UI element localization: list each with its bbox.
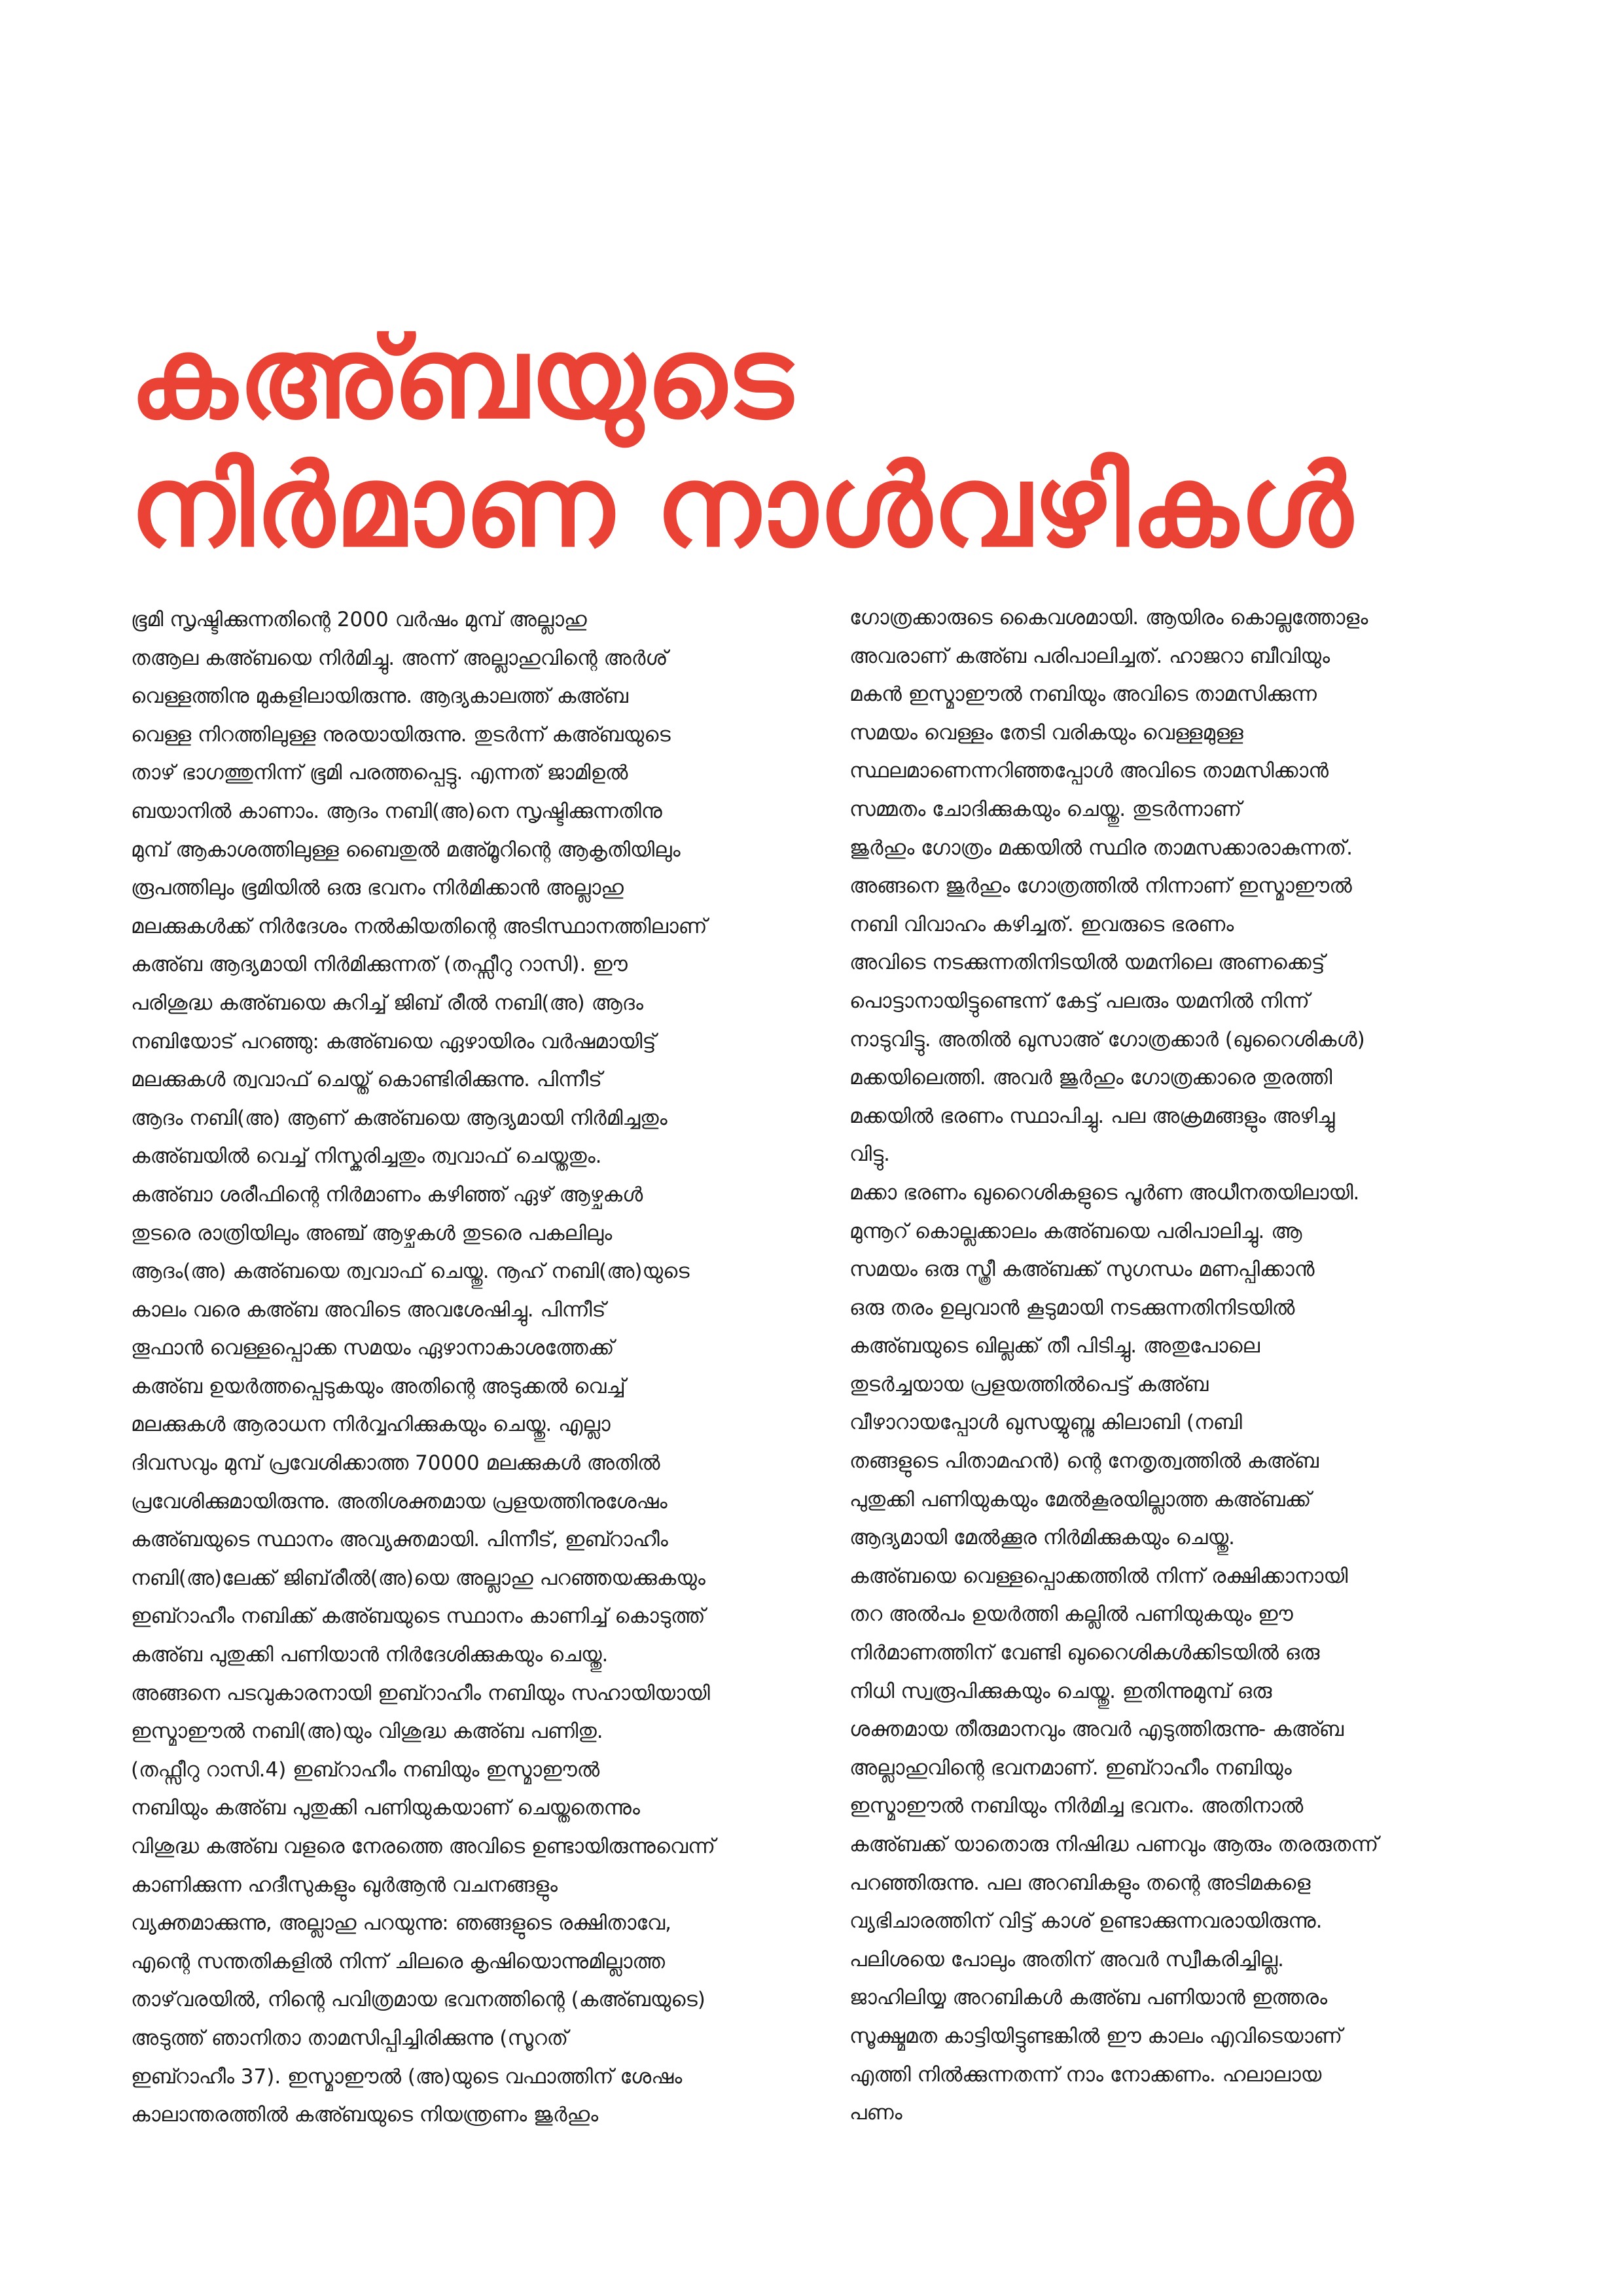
- body-text-line: പുതുക്കി പണിയുകയും മേൽകൂരയില്ലാത്ത കഅ്ബക്ക്: [849, 1487, 1311, 1511]
- body-text-line: നബിയോട് പറഞ്ഞു: കഅ്ബയെ ഏഴായിരം വർഷമായിട്ട്: [131, 1029, 656, 1053]
- body-text-line: സമയം വെള്ളം തേടി വരികയും വെള്ളമുള്ള: [849, 720, 1243, 745]
- body-text-line: കാലാന്തരത്തിൽ കഅ്ബയുടെ നിയന്ത്രണം ജുർഹും: [131, 2103, 599, 2127]
- body-text-line: കഅ്ബക്ക് യാതൊരു നിഷിദ്ധ പണവും ആരും തരരുതന്ന്: [849, 1833, 1379, 1856]
- body-text-line: കഅ്ബ ആദ്യമായി നിർമിക്കുന്നത് (തഫ്സീറു റാസി). ഈ: [131, 953, 628, 977]
- body-text-line: പരിശുദ്ധ കഅ്ബയെ കുറിച്ച് ജിബ് രീൽ നബി(അ) ആദം: [131, 991, 643, 1015]
- body-text-line: തുടർച്ചയായ പ്രളയത്തിൽപെട്ട് കഅ്ബ: [849, 1372, 1209, 1396]
- body-text-line: കഅ്ബ പുതുക്കി പണിയാൻ നിർദേശിക്കുകയും ചെയ്തു.: [131, 1643, 609, 1667]
- title-line: കഅ്ബയുടെ: [130, 312, 794, 444]
- body-text-line: മലക്കുകൾ ആരാധന നിർവ്വഹിക്കുകയും ചെയ്തു. എല്ലാ: [131, 1413, 611, 1437]
- body-text-line: മലക്കുകൾക്ക് നിർദേശം നൽകിയതിന്റെ അടിസ്ഥാനത്തിലാണ്: [131, 914, 707, 938]
- body-text-line: മക്കയിലെത്തി. അവർ ജുർഹും ഗോത്രക്കാരെ തുരത്തി: [849, 1066, 1332, 1090]
- body-text-line: ബയാനിൽ കാണാം. ആദം നബി(അ)നെ സൃഷ്ടിക്കുന്നതിനു: [131, 799, 662, 823]
- body-text-line: മുന്നൂറ് കൊല്ലക്കാലം കഅ്ബയെ പരിപാലിച്ചു. ആ: [849, 1219, 1302, 1243]
- body-text-line: സ്ഥലമാണെന്നറിഞ്ഞപ്പോൾ അവിടെ താമസിക്കാൻ: [849, 759, 1329, 783]
- body-text-line: വിട്ടു.: [849, 1142, 890, 1167]
- body-text-line: പ്രവേശിക്കുമായിരുന്നു. അതിശക്തമായ പ്രളയത്തിനുശേഷം: [131, 1489, 668, 1513]
- body-text-line: സൂക്ഷ്മമത കാട്ടിയിട്ടുണ്ടങ്കിൽ ഈ കാലം എവിടെയാണ്: [849, 2024, 1343, 2048]
- body-text-line: തുടരെ രാത്രിയിലും അഞ്ച് ആഴ്ചകൾ തുടരെ പകലിലും: [131, 1221, 613, 1245]
- body-text-line: വിശുദ്ധ കഅ്ബ വളരെ നേരത്തെ അവിടെ ഉണ്ടായിരുന്നുവെന്ന്: [131, 1835, 715, 1858]
- body-text-line: പണം: [849, 2101, 902, 2125]
- body-text-line: അങ്ങനെ ജുർഹും ഗോത്രത്തിൽ നിന്നാണ് ഇസ്മാഈൽ: [849, 874, 1352, 898]
- body-text-line: വീഴാറായപ്പോൾ ഖുസയ്യുബ്നു കിലാബി (നബി: [849, 1411, 1242, 1435]
- body-text-line: ആദം(അ) കഅ്ബയെ ത്വവാഫ് ചെയ്തു. നൂഹ് നബി(അ)യുടെ: [131, 1260, 690, 1284]
- body-text-line: വെള്ള നിറത്തിലുള്ള നുരയായിരുന്നു. തുടർന്ന് കഅ്ബയുടെ: [131, 722, 671, 747]
- body-text-line: കഅ്ബയിൽ വെച്ച് നിസ്കരിച്ചതും ത്വവാഫ് ചെയ്തതും.: [131, 1144, 602, 1169]
- body-text-line: ഗോത്രക്കാരുടെ കൈവശമായി. ആയിരം കൊല്ലത്തോളം: [849, 606, 1368, 629]
- body-text-line: തൂഫാൻ വെള്ളപ്പൊക്ക സമയം ഏഴാനാകാശത്തേക്ക്: [131, 1336, 615, 1360]
- body-text-line: തആല കഅ്ബയെ നിർമിച്ചു. അന്ന് അല്ലാഹുവിന്റെ അർശ്: [131, 646, 668, 670]
- body-text-line: കഅ്ബയുടെ സ്ഥാനം അവ്യക്തമായി. പിന്നീട്, ഇബ്റാഹീം: [131, 1528, 668, 1552]
- body-text-line: മക്കയിൽ ഭരണം സ്ഥാപിച്ചു. പല അക്രമങ്ങളും അഴിച്ചു: [849, 1104, 1335, 1128]
- body-text-line: താഴ്‌വരയിൽ, നിന്റെ പവിത്രമായ ഭവനത്തിന്റെ (കഅ്ബയുടെ): [131, 1988, 705, 2012]
- body-text-line: ജുർഹും ഗോത്രം മക്കയിൽ സ്ഥിര താമസക്കാരാകുന്നത്.: [849, 836, 1353, 860]
- body-text-line: അങ്ങനെ പടവുകാരനായി ഇബ്റാഹീം നബിയും സഹായിയായി: [131, 1681, 710, 1705]
- body-text-line: കഅ്ബാ ശരീഫിന്റെ നിർമാണം കഴിഞ്ഞ് ഏഴ് ആഴ്ചകൾ: [131, 1182, 643, 1207]
- body-text-line: ഭൂമി സൃഷ്ടിക്കുന്നതിന്റെ 2000 വർഷം മുമ്പ് അല്ലാഹു: [131, 608, 587, 631]
- body-text-line: നബിയും കഅ്ബ പുതുക്കി പണിയുകയാണ് ചെയ്തതെന്നും: [131, 1796, 640, 1820]
- body-text-line: കാലം വരെ കഅ്ബ അവിടെ അവശേഷിച്ചു. പിന്നീട്: [131, 1298, 606, 1322]
- body-text-line: എത്തി നിൽക്കുന്നതന്ന് നാം നോക്കണം. ഹലാലായ: [849, 2062, 1322, 2087]
- body-text-line: നബി(അ)ലേക്ക് ജിബ്‌രീൽ(അ)യെ അല്ലാഹു പറഞ്ഞയക്കുകയും: [131, 1566, 705, 1590]
- body-text-line: ജാഹിലിയ്യ അറബികൾ കഅ്ബ പണിയാൻ ഇത്തരം: [849, 1986, 1328, 2010]
- body-text-line: സമയം ഒരു സ്ത്രീ കഅ്ബക്ക് സുഗന്ധം മണപ്പിക്കാൻ: [849, 1258, 1315, 1282]
- title-line: നിർമാണ നാൾവഴികൾ: [130, 440, 1354, 572]
- body-text-line: നിധി സ്വരൂപിക്കുകയും ചെയ്തു. ഇതിന്നുമുമ്പ് ഒരു: [849, 1679, 1272, 1703]
- body-text-line: അല്ലാഹുവിന്റെ ഭവനമാണ്. ഇബ്റാഹീം നബിയും: [849, 1756, 1292, 1780]
- body-text-line: പൊട്ടാനായിട്ടുണ്ടെന്ന് കേട്ട് പലരും യമനിൽ നിന്ന്: [849, 989, 1310, 1013]
- body-text-line: ശക്തമായ തീരുമാനവും അവർ എടുത്തിരുന്നു- കഅ്ബ: [849, 1718, 1344, 1742]
- body-text-line: ഇബ്റാഹീം 37). ഇസ്മാഈൽ (അ)യുടെ വഫാത്തിന് ശേഷം: [131, 2064, 683, 2089]
- body-text-line: തങ്ങളുടെ പിതാമഹൻ) ന്റെ നേതൃത്വത്തിൽ കഅ്ബ: [849, 1449, 1319, 1474]
- body-text-line: കഅ്ബയെ വെള്ളപ്പൊക്കത്തിൽ നിന്ന് രക്ഷിക്കാനായി: [849, 1564, 1348, 1588]
- body-text-line: രൂപത്തിലും ഭൂമിയിൽ ഒരു ഭവനം നിർമിക്കാൻ അല്ലാഹു: [131, 876, 624, 900]
- body-text-line: ഇബ്റാഹീം നബിക്ക് കഅ്ബയുടെ സ്ഥാനം കാണിച്ച് കൊടുത്ത്: [131, 1604, 705, 1629]
- body-text-line: അടുത്ത് ഞാനിതാ താമസിപ്പിച്ചിരിക്കുന്നു (സൂറത്: [131, 2026, 569, 2050]
- article-title: [130, 314, 1504, 571]
- body-text-line: (തഫ്സീറു റാസി.4) ഇബ്റാഹീം നബിയും ഇസ്മാഈൽ: [131, 1757, 600, 1782]
- body-text-line: തറ അൽപം ഉയർത്തി കല്ലിൽ പണിയുകയും ഈ: [849, 1602, 1293, 1627]
- body-text-line: ദിവസവും മുമ്പ് പ്രവേശിക്കാത്ത 70000 മലക്കുകൾ അതിൽ: [131, 1451, 660, 1475]
- body-text-line: നിർമാണത്തിന് വേണ്ടി ഖുറൈശികൾക്കിടയിൽ ഒരു: [849, 1641, 1320, 1665]
- body-text-line: മുമ്പ് ആകാശത്തിലുള്ള ബൈതുൽ മഅ്മൂറിന്റെ ആകൃതിയിലും: [131, 838, 681, 862]
- body-text-line: വെള്ളത്തിനു മുകളിലായിരുന്നു. ആദ്യകാലത്ത് കഅ്ബ: [131, 684, 628, 709]
- body-text-line: അവിടെ നടക്കുന്നതിനിടയിൽ യമനിലെ അണക്കെട്ട്: [849, 951, 1325, 975]
- body-text-line: ആദ്യമായി മേൽക്കൂര നിർമിക്കുകയും ചെയ്തു.: [849, 1526, 1236, 1550]
- body-text-line: കഅ്ബ ഉയർത്തപ്പെടുകയും അതിന്റെ അടുക്കൽ വെച്ച്: [131, 1374, 626, 1398]
- body-text-line: വ്യക്തമാക്കുന്നു, അല്ലാഹു പറയുന്നു: ഞങ്ങളുടെ രക്ഷിതാവേ,: [131, 1911, 671, 1935]
- body-text-line: നാടുവിട്ടു. അതിൽ ഖുസാഅ് ഗോത്രക്കാർ (ഖുറൈശികൾ): [849, 1027, 1365, 1051]
- body-text-line: ഒരു തരം ഉലുവാൻ കൂടുമായി നടക്കുന്നതിനിടയിൽ: [849, 1296, 1295, 1320]
- body-text-line: മക്കാ ഭരണം ഖുറൈശികളുടെ പൂർണ അധീനതയിലായി.: [849, 1180, 1360, 1205]
- body-text-line: കാണിക്കുന്ന ഹദീസുകളും ഖുർആൻ വചനങ്ങളും: [131, 1873, 558, 1897]
- body-text-line: ആദം നബി(അ) ആണ് കഅ്ബയെ ആദ്യമായി നിർമിച്ചതും: [131, 1106, 668, 1130]
- article-body-left-column: [131, 601, 798, 2134]
- body-text-line: നബി വിവാഹം കഴിച്ചത്. ഇവരുടെ ഭരണം: [849, 912, 1234, 936]
- body-text-line: വ്യഭിചാരത്തിന് വിട്ട് കാശ് ഉണ്ടാക്കുന്നവരായിരുന്നു.: [849, 1909, 1323, 1934]
- body-text-line: പറഞ്ഞിരുന്നു. പല അറബികളും തന്റെ അടിമകളെ: [849, 1871, 1311, 1895]
- body-text-line: അവരാണ് കഅ്ബ പരിപാലിച്ചത്. ഹാജറാ ബീവിയും: [849, 644, 1330, 668]
- body-text-line: സമ്മതം ചോദിക്കുകയും ചെയ്തു. തുടർന്നാണ്: [849, 797, 1242, 821]
- article-body-right-column: [849, 599, 1504, 2132]
- body-text-line: മലക്കുകൾ ത്വവാഫ് ചെയ്ത് കൊണ്ടിരിക്കുന്നു. പിന്നീട്: [131, 1068, 602, 1092]
- body-text-line: ഇസ്മാഈൽ നബി(അ)യും വിശുദ്ധ കഅ്ബ പണിതു.: [131, 1720, 603, 1744]
- body-text-line: എന്റെ സന്തതികളിൽ നിന്ന് ചിലരെ കൃഷിയൊന്നുമില്ലാത്ത: [131, 1949, 666, 1973]
- body-text-line: കഅ്ബയുടെ ഖില്ലക്ക് തീ പിടിച്ചു. അതുപോലെ: [849, 1334, 1260, 1358]
- body-text-line: പലിശയെ പോലും അതിന് അവർ സ്വീകരിച്ചില്ല.: [849, 1947, 1284, 1971]
- body-text-line: താഴ് ഭാഗത്തുനിന്ന് ഭൂമി പരത്തപ്പെട്ടു. എന്നത് ജാമിഉൽ: [131, 761, 628, 785]
- body-text-line: മകൻ ഇസ്മാഈൽ നബിയും അവിടെ താമസിക്കുന്ന: [849, 682, 1317, 707]
- body-text-line: ഇസ്മാഈൽ നബിയും നിർമിച്ച ഭവനം. അതിനാൽ: [849, 1794, 1304, 1818]
